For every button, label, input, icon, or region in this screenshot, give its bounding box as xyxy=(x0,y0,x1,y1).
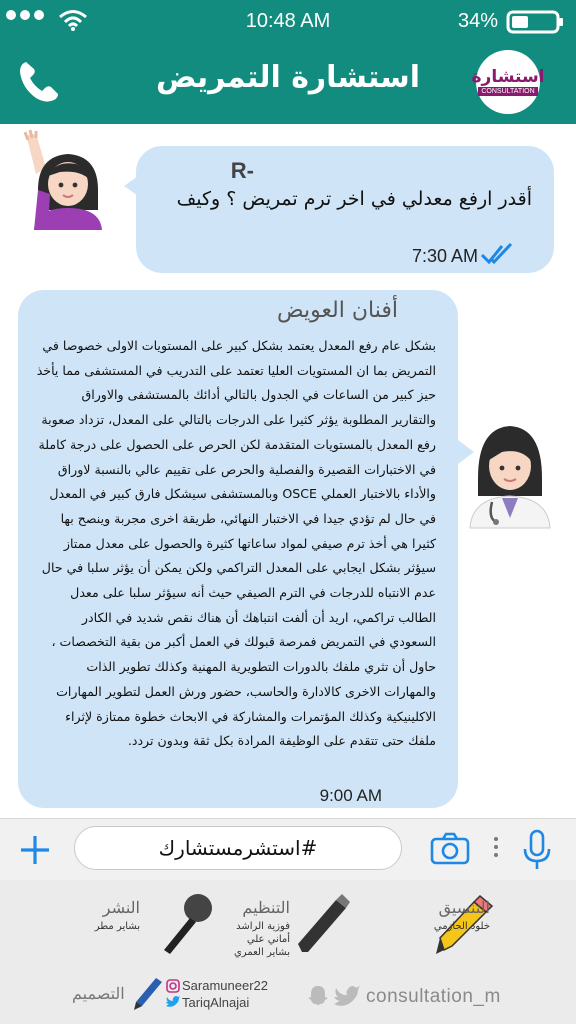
credit-coordination xyxy=(380,898,490,933)
logo-text: استشارة xyxy=(471,67,545,87)
status-time: 10:48 AM xyxy=(245,10,331,32)
snapchat-icon xyxy=(306,984,330,1008)
site-handle: consultation_m xyxy=(366,986,501,1007)
camera-icon[interactable] xyxy=(430,833,470,865)
message-input[interactable]: #استشرمستشارك xyxy=(74,826,402,870)
consultation-logo xyxy=(471,50,545,114)
message-sender: أفنان العويض xyxy=(277,298,398,323)
instagram-handle: Saramuneer22 xyxy=(182,978,268,993)
credits-footer xyxy=(0,880,576,1024)
message-bubble xyxy=(136,146,554,273)
brush-icon xyxy=(134,974,164,1010)
twitter-icon xyxy=(334,986,360,1008)
twitter-handle: TariqAlnajai xyxy=(182,995,250,1010)
credit-label: النشر xyxy=(102,898,140,917)
battery-percent: 34% xyxy=(457,10,498,32)
twitter-icon xyxy=(166,996,180,1008)
message-sender: R- xyxy=(230,158,254,183)
instagram-icon xyxy=(166,979,180,993)
microphone-icon xyxy=(160,892,214,954)
mic-icon[interactable] xyxy=(520,829,554,871)
credit-names: بشاير مطر xyxy=(94,921,140,932)
credit-label: التنسيق xyxy=(438,898,490,917)
message-bubble xyxy=(18,290,458,808)
credit-label: التنظيم xyxy=(242,898,290,917)
status-bar xyxy=(0,0,576,42)
battery-icon xyxy=(506,10,566,34)
credit-publishing xyxy=(50,898,140,933)
credit-names: خلود الحازمي xyxy=(433,921,490,932)
logo-subtext: CONSULTATION xyxy=(478,87,537,96)
nurse-avatar-icon xyxy=(462,418,558,528)
composer-bar xyxy=(0,818,576,881)
plus-icon[interactable] xyxy=(18,833,52,867)
credit-names: فوزية الراشد أماني علي بشاير العمري xyxy=(233,921,290,958)
message-text: أقدر ارفع معدلي في اخر ترم تمريض ؟ وكيف xyxy=(176,188,532,210)
user-avatar-raising-hand-icon xyxy=(16,130,114,230)
pen-icon xyxy=(296,894,352,956)
message-time: 7:30 AM xyxy=(411,246,478,266)
more-icon[interactable] xyxy=(492,835,500,859)
app-title: استشارة التمريض xyxy=(155,60,420,95)
app-header xyxy=(0,42,576,124)
double-check-icon xyxy=(480,242,514,266)
message-text: بشكل عام رفع المعدل يعتمد بشكل كبير على المستويات الاولى خصوصا في التمريض بما ان المستويات العليا تعتمد على التدريب في المستشفى مما يأخذ حيز كبير من الساعات في الجدول بالتالي أدائك بالمستشفى والاوراق والتقارير المطلوبة يؤثر كثيرا على الدرجات بالتالي على المعدل، تزداد صعوبة رفع المعدل بالمستويات المتقدمة لكن الحرص على الحصول على درجة كاملة في الاختبارات القصيرة والفصلية والحرص على تقييم عالي بالنسبة لاوراق والأداء بالاختبار العملي OSCE وبالمستشفى سيشكل فارق كبير في المعدل في حال لم تؤدي جيدا في الاختبار النهائي، طريقة اخرى مجربة وينصح بها كثيرا هي أخذ ترم صيفي لمواد ساعاتها كثيرة والحصول على معدل ممتاز سيؤثر بشكل ايجابي على المعدل التراكمي ولكن يمكن أن يؤثر سلبا في حال عدم الانتباه للدرجات في الترم الصيفي حيث أنه سيؤثر سلبا على معدل الطالب تراكمي، اريد أن ألفت انتباهك أن هناك نقص شديد في الكادر السعودي في التمريض فمرصة قبولك في العمل أكبر من بقية التخصصات ، حاول أن تثري ملفك بالدورات التطويرية المهنية وكذلك تطوير الذات والمهارات الاخرى كالادارة والحاسب، حضور ورش العمل لتطوير المهارات الاكلينيكية وكذلك المؤتمرات والمشاركة في الابحاث خطوة ممتازة لإثراء ملفك حتى تتقدم على الوظيفة المرادة بكل ثقة وبدون تردد. xyxy=(36,338,436,749)
message-time: 9:00 AM xyxy=(319,786,382,805)
credit-design-label: التصميم xyxy=(72,984,125,1003)
